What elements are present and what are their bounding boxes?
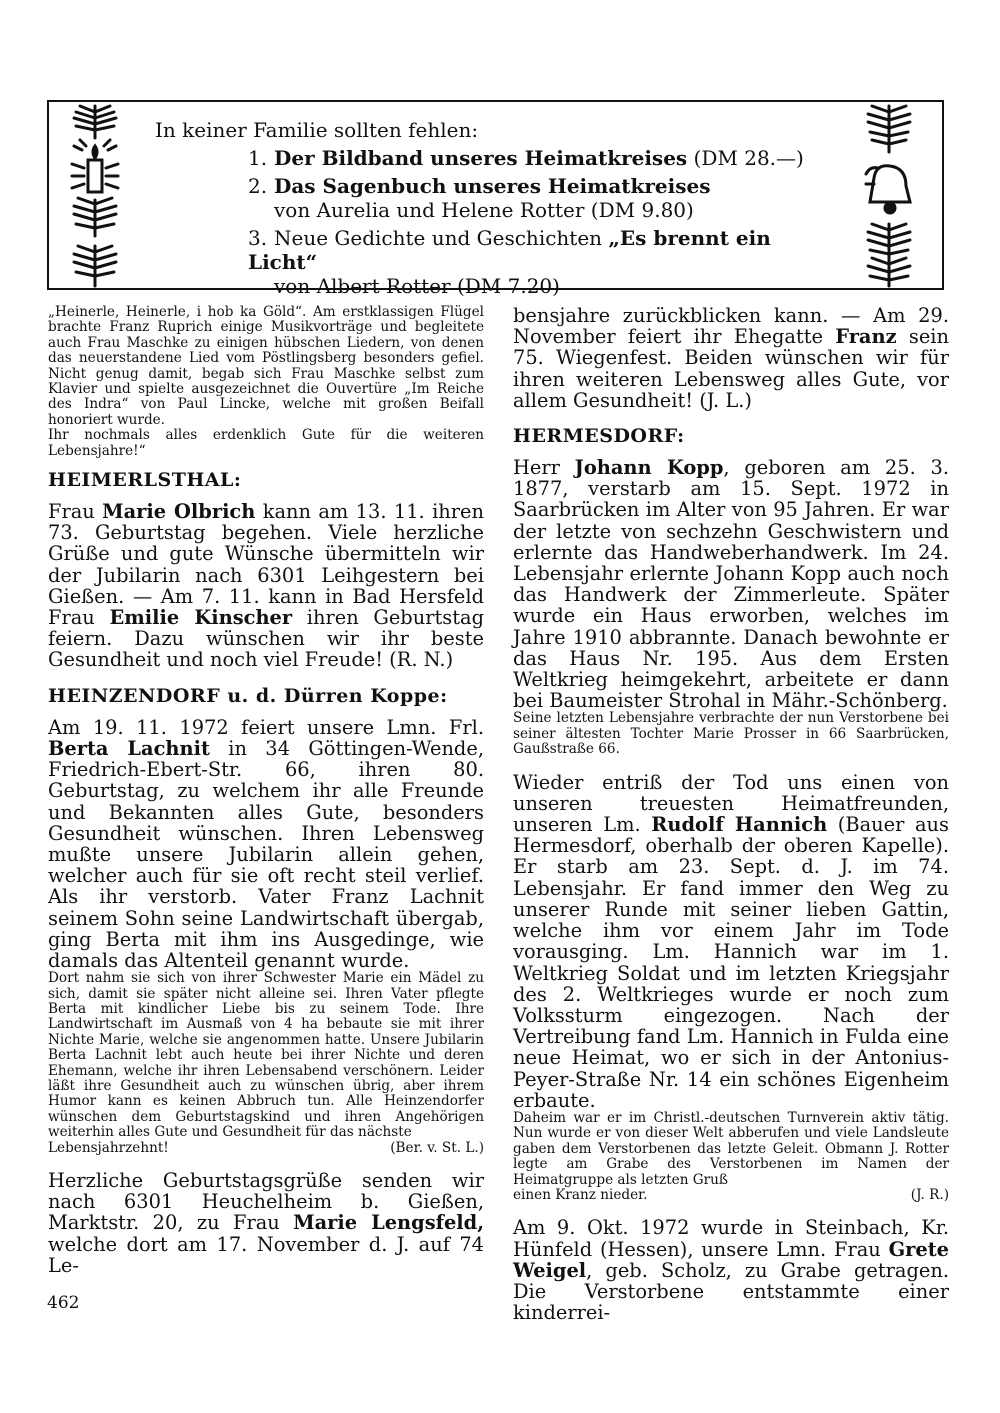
paragraph: Dort nahm sie sich von ihrer Schwester Marie ein Mädel zu sich, damit sie später nicht alleine sei. Ihren Vater pflegte Berta mit kindlicher Liebe bis zu seinem Tode. Ihre Landwirtschaft im Ausmaß von 4 ha bebaute sie mit ihrer Nichte Marie, welche sie angenommen hatte. Unsere Jubilarin Berta Lachnit lebt auch heute bei ihrer Nichte und deren Ehemann, welche ihr ihren Lebensabend verschönern. Leider läßt ihre Gesundheit auch zu wünschen übrig, aber ihrem Humor kann es keinen Abbruch tun. Alle Heinzendorfer wünschen dem Geburtstagskind und ihren Angehörigen weiterhin alles Gute und Gesundheit für das nächste (48, 970, 484, 1141)
section-heading: HEIMERLSTHAL: (48, 469, 242, 492)
section-heading: HEINZENDORF u. d. Dürren Koppe: (48, 684, 448, 707)
signature-line: Lebensjahrzehnt! (Ber. v. St. L.) (48, 1139, 484, 1156)
item-author: von Albert Rotter (DM 7.20) (274, 274, 560, 298)
fir-branch-candle-ornament-icon (62, 104, 128, 288)
paragraph: bensjahre zurückblicken kann. — Am 29. November feiert ihr Ehegatte Franz sein 75. Wiegenfest. Beiden wünschen wir für ihren weiteren Lebensweg alles Gute, vor allem Gesundheit! (J. L.) (513, 304, 949, 412)
paragraph: Herr Johann Kopp, geboren am 25. 3. 1877, verstarb am 15. Sept. 1972 in Saarbrücken im Alter von 95 Jahren. Er war der letzte von sechzehn Geschwistern und erlernte das Handweberhandwerk. Im 24. Lebensjahr erlernte Johann Kopp auch noch das Handwerk der Zimmerleute. Später wurde ein Haus erworben, welches im Jahre 1910 abbrannte. Danach bewohnte er das Haus Nr. 195. Aus dem Ersten Weltkrieg heimgekehrt, arbeitete er dann bei Baumeister Strohal in Mähr.-Schönberg. (513, 456, 949, 713)
item-title: „Es brennt ein Licht“ (248, 226, 771, 274)
item-number: 3. (248, 226, 268, 250)
item-number: 2. (248, 174, 268, 198)
page-number: 462 (47, 1293, 80, 1313)
item-number: 1. (248, 146, 268, 170)
fir-branch-bell-ornament-icon (856, 104, 922, 288)
item-title: Der Bildband unseres Heimatkreises (274, 146, 688, 170)
left-column (48, 305, 484, 1276)
item-author: von Aurelia und Helene Rotter (DM 9.80) (274, 198, 694, 222)
book-list (248, 146, 838, 302)
paragraph: Frau Marie Olbrich kann am 13. 11. ihren 73. Geburtstag begehen. Viele herzliche Grüße und gute Wünsche übermitteln wir der Jubilarin nach 6301 Leihgestern bei Gießen. — Am 7. 11. kann in Bad Hersfeld Frau Emilie Kinscher ihren Geburtstag feiern. Dazu wünschen wir ihr beste Gesundheit und noch viel Freude! (R. N.) (48, 500, 484, 672)
list-item (248, 146, 838, 170)
paragraph: Am 9. Okt. 1972 wurde in Steinbach, Kr. Hünfeld (Hessen), unsere Lmn. Frau Grete Weigel, geb. Scholz, zu Grabe getragen. Die Verstorbene entstammte einer kinderrei- (513, 1216, 949, 1325)
paragraph: „Heinerle, Heinerle, i hob ka Göld“. Am erstklassigen Flügel brachte Franz Ruprich einige Musikvorträge und begleitete auch Frau Maschke zu einigen hübschen Liedern, von denen das neuerstandene Lied vom Pöstlingsberg besonders gefiel. Nicht genug damit, begab sich Frau Maschke selbst zum Klavier und spielte ausgezeichnet die Ouvertüre „Im Reiche des Indra“ von Paul Lincke, welche mit großen Beifall honoriert wurde. (48, 304, 484, 428)
paragraph: Ihr nochmals alles erdenklich Gute für die weiteren Lebensjahre!“ (48, 427, 484, 459)
box-title: In keiner Familie sollten fehlen: (155, 118, 479, 142)
paragraph: Daheim war er im Christl.-deutschen Turnverein aktiv tätig. Nun wurde er von dieser Welt abberufen und viele Landsleute gaben dem Verstorbenen das letzte Geleit. Obmann J. Rotter legte am Grabe des Verstorbenen im Namen der Heimatgruppe als letzten Gruß (513, 1109, 949, 1188)
list-item (248, 226, 838, 298)
section-heading: HERMESDORF: (513, 425, 685, 448)
item-price: (DM 28.—) (687, 146, 804, 170)
paragraph: Herzliche Geburtstagsgrüße senden wir nach 6301 Heuchelheim b. Gießen, Marktstr. 20, zu Frau Marie Lengsfeld, welche dort am 17. November d. J. auf 74 Le- (48, 1169, 484, 1277)
item-prefix: Neue Gedichte und Geschichten (274, 226, 609, 250)
item-title: Das Sagenbuch unseres Heimatkreises (274, 174, 711, 198)
right-column (513, 305, 949, 1323)
paragraph: Seine letzten Lebensjahre verbrachte der nun Verstorbene bei seiner ältesten Tochter Marie Prosser in 66 Saarbrücken, Gaußstraße 66. (513, 710, 949, 758)
paragraph: Am 19. 11. 1972 feiert unsere Lmn. Frl. Berta Lachnit in 34 Göttingen-Wende, Friedrich-Ebert-Str. 66, ihren 80. Geburtstag, zu welchem ihr alle Freunde und Bekannten alles Gute, besonders Gesundheit wünschen. Ihren Lebensweg mußte unsere Jubilarin allein gehen, welcher auch für sie oft recht steil verlief. Als ihr verstorb. Vater Franz Lachnit seinem Sohn seine Landwirtschaft übergab, ging Berta mit ihm ins Ausgedinge, wie damals das Altenteil genannt wurde. (48, 715, 484, 972)
list-item (248, 174, 838, 222)
signature-line: einen Kranz nieder. (J. R.) (513, 1186, 949, 1203)
paragraph: Wieder entriß der Tod uns einen von unseren treuesten Heimatfreunden, unseren Lm. Rudolf Hannich (Bauer aus Hermesdorf, oberhalb der oberen Kapelle). Er starb am 23. Sept. d. J. im 74. Lebensjahr. Er fand immer den Weg zu unserer Runde mit seiner lieben Gattin, welche ihm vor einem Jahr im Tode vorausging. Lm. Hannich war im 1. Weltkrieg Soldat und im letzten Kriegsjahr des 2. Weltkrieges wurde er noch zum Volkssturm eingezogen. Nach der Vertreibung fand Lm. Hannich in Fulda eine neue Heimat, wo er sich in der Antonius-Peyer-Straße Nr. 14 ein schönes Eigenheim erbaute. (513, 770, 949, 1112)
